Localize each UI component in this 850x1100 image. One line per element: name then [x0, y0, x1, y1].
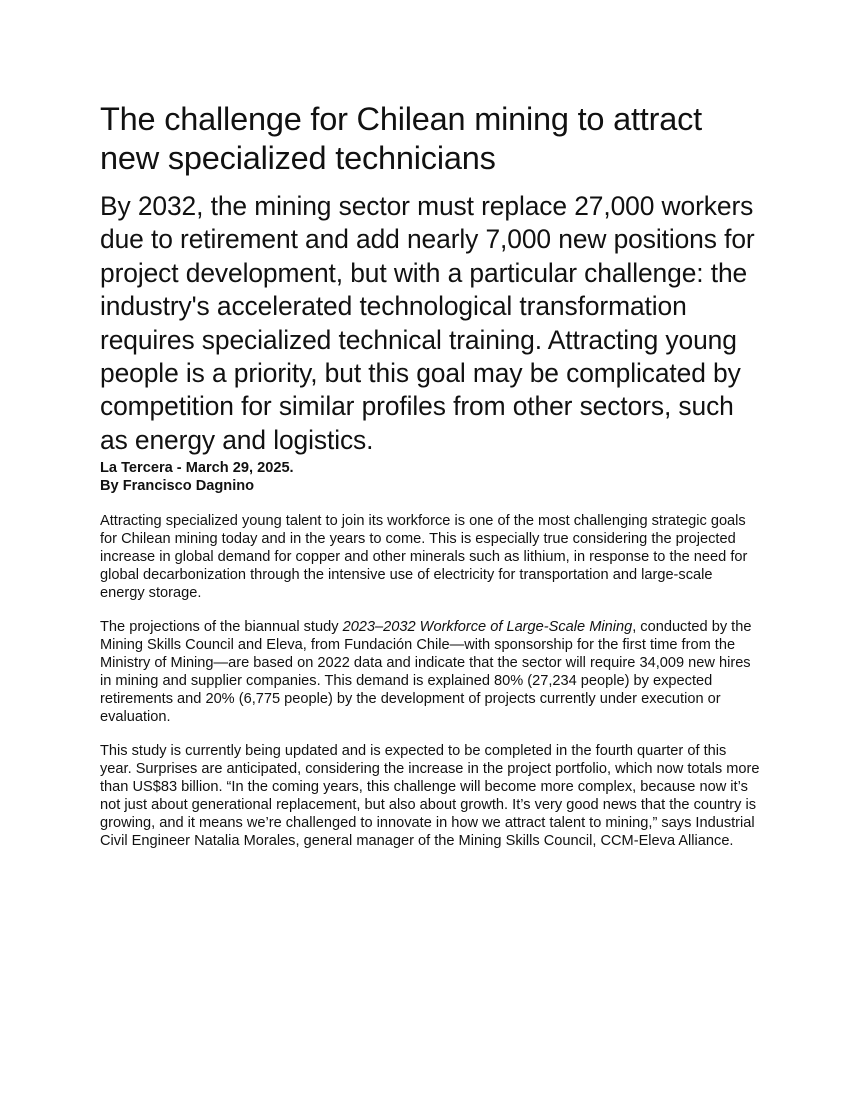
paragraph-1: Attracting specialized young talent to join its workforce is one of the most challenging strategic goals for Chilean mining today and in the years to come. This is especially true considering the projected increase in global demand for copper and other minerals such as lithium, in response to the need for global decarbonization through the intensive use of electricity for transportation and large-scale energy storage.	[100, 513, 748, 602]
paragraph-3: This study is currently being updated and is expected to be completed in the fourth quarter of this year. Surprises are anticipated, considering the increase in the project portfolio, which now totals more than US$83 billion. “In the coming years, this challenge will become more complex, because now it’s not just about generational replacement, but also about growth. It’s very good news that the country is growing, and it means we’re challenged to innovate in how we attract talent to mining,” says Industrial Civil Engineer Natalia Morales, general manager of the Mining Skills Council, CCM-Eleva Alliance.	[100, 743, 760, 850]
byline	[100, 459, 760, 495]
paragraph-2-intro: The projections of the biannual study	[100, 619, 343, 636]
article-title: The challenge for Chilean mining to attract new specialized technicians	[100, 101, 703, 176]
author-line: By Francisco Dagnino	[100, 478, 255, 495]
source-line: La Tercera - March 29, 2025.	[100, 460, 294, 477]
study-title: 2023–2032 Workforce of Large-Scale Mining	[342, 619, 633, 636]
paragraph-2	[100, 618, 760, 726]
article	[100, 100, 760, 850]
paragraph-2-body: , conducted by the Mining Skills Council and Eleva, from Fundación Chile—with sponsorship for the first time from the Ministry of Mining—are based on 2022 data and indicate that the sector will require 34,009 new hires in mining and supplier companies. This demand is explained 80% (27,234 people) by expected retirements and 20% (6,775 people) by the development of projects currently under execution or evaluation.	[100, 619, 752, 726]
article-lead: By 2032, the mining sector must replace 27,000 workers due to retirement and add nearly 7,000 new positions for project development, but with a particular challenge: the industry's accelerated technological transformation requires specialized technical training. Attracting young people is a priority, but this goal may be complicated by competition for similar profiles from other sectors, such as energy and logistics.	[100, 191, 755, 455]
